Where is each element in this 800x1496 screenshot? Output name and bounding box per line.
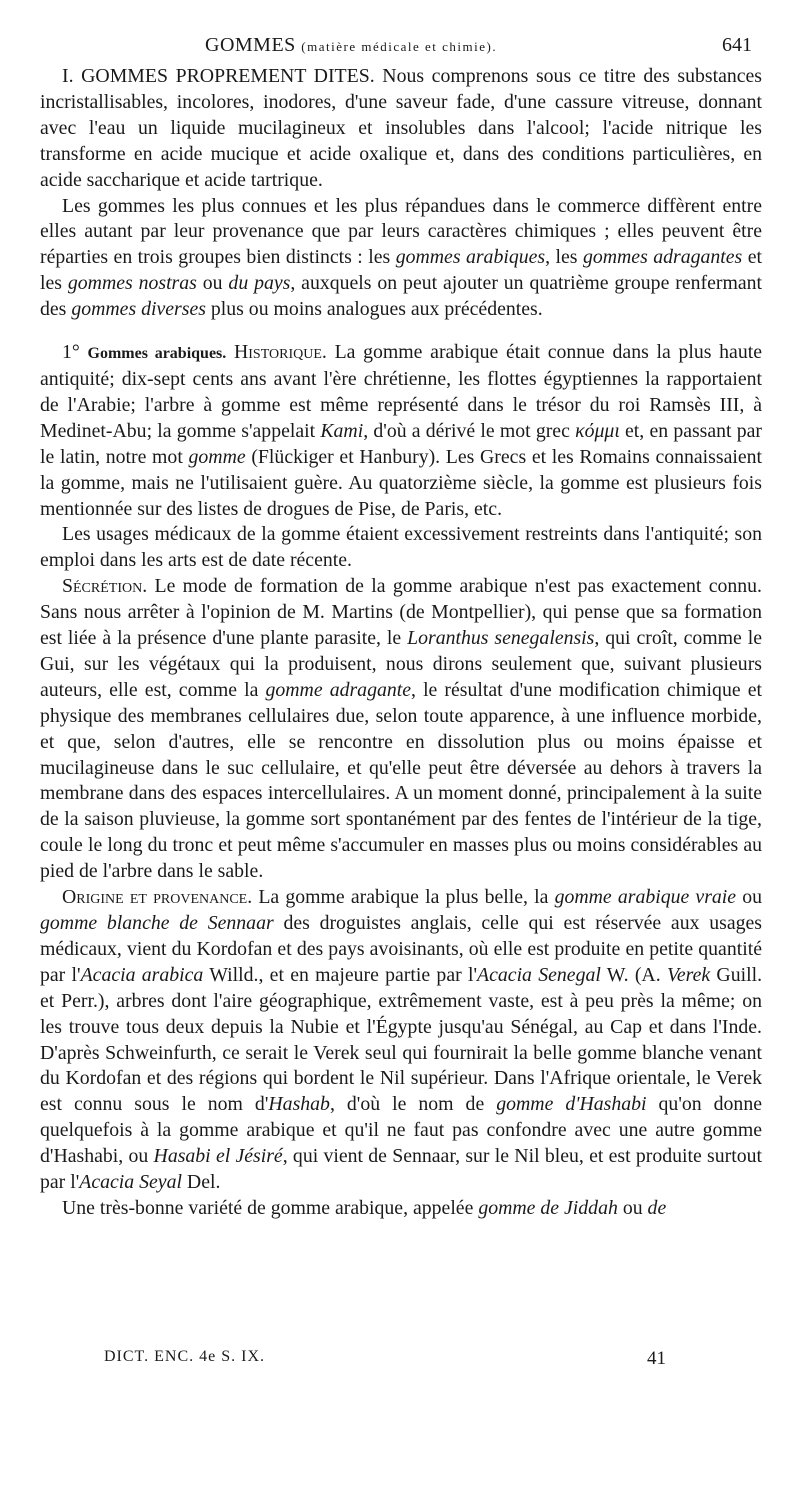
section-heading: I. GOMMES PROPREMENT DITES.: [62, 65, 375, 87]
paragraph-usages: Les usages médicaux de la gomme étaient excessivement restreints dans l'antiquité; son emploi dans les arts est de date récente.: [40, 523, 762, 572]
paragraph-secretion: Sécrétion. Le mode de formation de la gomme arabique n'est pas exactement connu. Sans nous arrêter à l'opinion de M. Martins (de Montpellier), qui pense que sa formation est liée à la présence d'une plante parasite, le Loranthus senegalensis, qui croît, comme le Gui, sur les végétaux qui la produisent, nous dirons seulement que, suivant plusieurs auteurs, elle est, comme la gomme adragante, le résultat d'une modification chimique et physique des membranes cellulaires due, selon toute apparence, à une influence morbide, et que, selon d'autres, elle se rencontre en dissolution plus ou moins épaisse et mucilagineuse dans le suc cellulaire, et qu'elle peut être déversée au dehors à travers la membrane dans des espaces intercellulaires. A un moment donné, principalement à la suite de la saison pluvieuse, la gomme sort spontanément par des fentes de l'intérieur de la tige, coule le long du tronc et peut même s'accumuler en masses plus ou moins considérables au pied de l'arbre dans le sable.: [40, 575, 762, 883]
section-gommes-proprement-dites: I. GOMMES PROPREMENT DITES. Nous comprenons sous ce titre des substances incristallisables, incolores, inodores, d'une saveur fade, d'une cassure vitreuse, donnant avec l'eau un liquide mucilagineux et insolubles dans l'alcool; l'acide nitrique les transforme en acide mucique et acide oxalique et, dans des conditions particulières, en acide saccharique et acide tartrique.: [40, 65, 762, 191]
paragraph-jiddah: Une très-bonne variété de gomme arabique, appelée gomme de Jiddah ou de: [62, 1196, 667, 1219]
printer-signature: DICT. ENC. 4e S. IX.: [104, 1348, 266, 1365]
label-origine: Origine et provenance.: [62, 886, 253, 909]
paragraph-groupes: Les gommes les plus connues et les plus répandues dans le commerce diffèrent entre elles autant par leur provenance que par leurs caractères chimiques ; elles peuvent être réparties en trois groupes bien distincts : les gommes arabiques, les gommes adragantes et les gommes nostras ou du pays, auxquels on peut ajouter un quatrième groupe renfermant des gommes diverses plus ou moins analogues aux précédentes.: [40, 194, 763, 321]
subsection-heading: Gommes arabiques.: [87, 345, 227, 363]
greek-word: κόμμι: [575, 419, 620, 442]
page-number: 641: [722, 34, 752, 56]
paragraph-origine: Origine et provenance. La gomme arabique la plus belle, la gomme arabique vraie ou gomme blanche de Sennaar des droguistes anglais, celle qui est réservée aux usages médicaux, vient du Kordofan et des pays avoisinants, où elle est produite en petite quantité par l'Acacia arabica Willd., et en majeure partie par l'Acacia Senegal W. (A. Verek Guill. et Perr.), arbres dont l'aire géographique, extrêmement vaste, est à peu près la même; on les trouve tous deux depuis la Nubie et l'Égypte jusqu'au Sénégal, au Cap et dans l'Inde. D'après Schweinfurth, ce serait le Verek seul qui fournirait la belle gomme blanche venant du Kordofan et des régions qui bordent le Nil supérieur. Dans l'Afrique orientale, le Verek est connu sous le nom d'Hashab, d'où le nom de gomme d'Hashabi qu'on donne quelquefois à la gomme arabique et qu'il ne faut pas confondre avec une autre gomme d'Hashabi, ou Hasabi el Jésiré, qui vient de Sennaar, sur le Nil bleu, et est produite surtout par l'Acacia Seyal Del.: [40, 886, 763, 1194]
label-secretion: Sécrétion.: [62, 575, 148, 598]
running-header: [0, 30, 800, 60]
subsection-number: 1°: [62, 341, 80, 364]
main-text: [40, 64, 762, 1222]
label-historique: Historique.: [233, 341, 327, 364]
running-title: GOMMES (matière médicale et chimie).: [205, 34, 498, 56]
paragraph-historique: 1° Gommes arabiques. Historique. La gomme arabique était connue dans la plus haute antiquité; dix-sept cents ans avant l'ère chrétienne, les flottes égyptiennes la rapportaient de l'Arabie; l'arbre à gomme est même représenté dans le trésor du roi Ramsès III, à Medinet-Abu; la gomme s'appelait Kami, d'où a dérivé le mot grec κόμμι et, en passant par le latin, notre mot gomme (Flückiger et Hanbury). Les Grecs et les Romains connaissaient la gomme, mais ne l'utilisaient guère. Au quatorzième siècle, la gomme est plusieurs fois mentionnée sur des listes de drogues de Pise, de Paris, etc.: [40, 341, 763, 520]
running-subtitle: (matière médicale et chimie).: [301, 39, 498, 54]
page-footer: [0, 1348, 800, 1374]
sheet-number: 41: [647, 1348, 666, 1369]
